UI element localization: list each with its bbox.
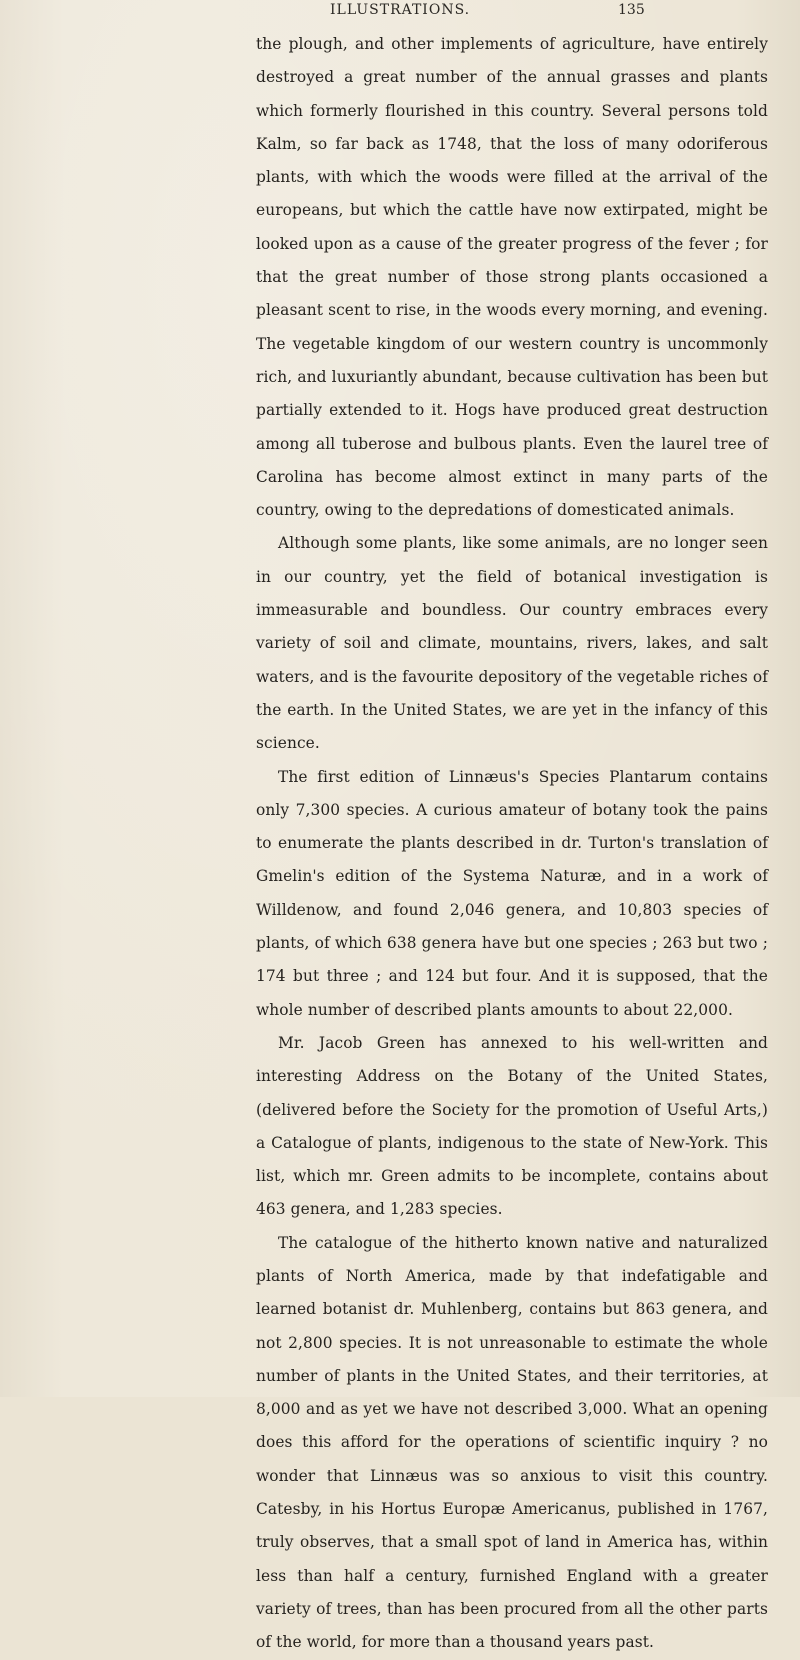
page-header xyxy=(330,2,650,22)
paragraph-1: the plough, and other implements of agriculture, have entirely destroyed a great number of the annual grasses and plants which formerly flourished in this country. Several persons told Kalm, so far back as 1748, that the loss of many odoriferous plants, with which the woods were filled at the arrival of the europeans, but which the cattle have now extirpated, might be looked upon as a cause of the greater progress of the fever ; for that the great number of those strong plants occasioned a pleasant scent to rise, in the woods every morning, and evening. The vegetable kingdom of our western country is uncommonly rich, and luxuriantly abundant, because cultivation has been but partially extended to it. Hogs have produced great destruction among all tuberose and bulbous plants. Even the laurel tree of Carolina has become almost extinct in many parts of the country, owing to the depredations of domesticated animals. xyxy=(256,35,768,520)
running-title: ILLUSTRATIONS. xyxy=(330,2,471,18)
paragraph-3: The first edition of Linnæus's Species Plantarum contains only 7,300 species. A curious amateur of botany took the pains to enumerate the plants described in dr. Turton's translation of Gmelin's edition of the Systema Naturæ, and in a work of Willdenow, and found 2,046 genera, and 10,803 species of plants, of which 638 genera have but one species ; 263 but two ; 174 but three ; and 124 but four. And it is supposed, that the whole number of described plants amounts to about 22,000. xyxy=(256,767,768,1019)
paragraph-4: Mr. Jacob Green has annexed to his well-written and interesting Address on the Botany of the United States, (delivered before the Society for the promotion of Useful Arts,) a Catalogue of plants, indigenous to the state of New-York. This list, which mr. Green admits to be incomplete, contains about 463 genera, and 1,283 species. xyxy=(256,1033,768,1219)
page-number: 135 xyxy=(618,2,645,18)
paragraph-5: The catalogue of the hitherto known native and naturalized plants of North America, made by that indefatigable and learned botanist dr. Muhlenberg, contains but 863 genera, and not 2,800 species. It is not unreasonable to estimate the whole number of plants in the United States, and their territories, at 8,000 and as yet we have not described 3,000. What an opening does this afford for the operations of scientific inquiry ? no wonder that Linnæus was so anxious to visit this country. Catesby, in his Hortus Europæ Americanus, published in 1767, truly observes, that a small spot of land in America has, within less than half a century, furnished England with a greater variety of trees, than has been procured from all the other parts of the world, for more than a thousand years past. xyxy=(256,1233,768,1652)
paragraph-2: Although some plants, like some animals, are no longer seen in our country, yet the field of botanical investigation is immeasurable and boundless. Our country embraces every variety of soil and climate, mountains, rivers, lakes, and salt waters, and is the favourite depository of the vegetable riches of the earth. In the United States, we are yet in the infancy of this science. xyxy=(256,534,768,753)
body-text xyxy=(256,28,768,1660)
